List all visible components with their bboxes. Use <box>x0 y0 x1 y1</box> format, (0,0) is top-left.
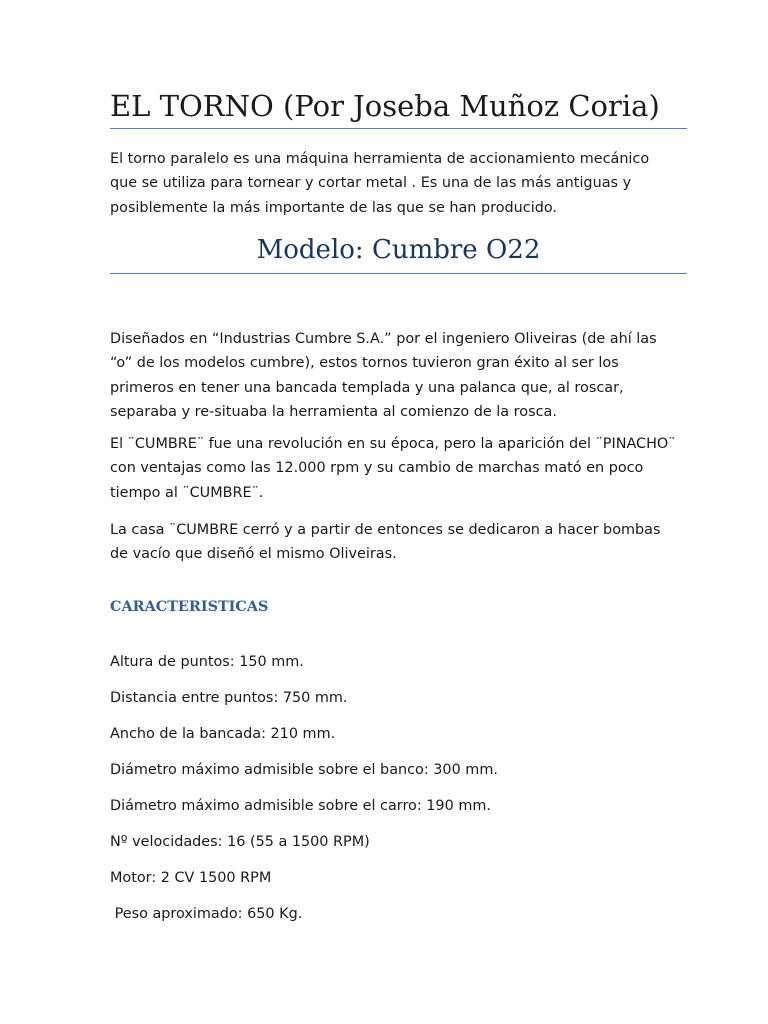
text-line: que se utiliza para tornear y cortar metal . Es una de las más antiguas y <box>110 175 632 192</box>
spec-item: Ancho de la bancada: 210 mm. <box>110 726 336 742</box>
revolution-paragraph <box>110 432 695 505</box>
text-line: posiblemente la más importante de las que se han producido. <box>110 199 557 216</box>
text-line: La casa ¨CUMBRE cerró y a partir de entonces se dedicaron a hacer bombas <box>110 522 661 538</box>
spec-item: Diámetro máximo admisible sobre el carro: 190 mm. <box>110 798 491 814</box>
spec-item: Motor: 2 CV 1500 RPM <box>110 870 272 886</box>
text-line: separaba y re-situaba la herramienta al comienzo de la rosca. <box>110 403 557 420</box>
spec-item: Altura de puntos: 150 mm. <box>110 654 304 670</box>
text-line: Diseñados en “Industrias Cumbre S.A.” por el ingeniero Oliveiras (de ahí las <box>110 331 657 347</box>
spec-list <box>110 650 695 938</box>
text-line: tiempo al ¨CUMBRE¨. <box>110 484 264 501</box>
model-subtitle: Modelo: Cumbre O22 <box>256 235 541 265</box>
text-line: El torno paralelo es una máquina herramienta de accionamiento mecánico <box>110 151 650 167</box>
spec-item: Distancia entre puntos: 750 mm. <box>110 690 348 706</box>
subtitle-underline <box>110 273 687 274</box>
text-line: “o” de los modelos cumbre), estos tornos tuvieron gran éxito al ser los <box>110 355 619 372</box>
text-line: El ¨CUMBRE¨ fue una revolución en su época, pero la aparición del ¨PINACHO¨ <box>110 436 676 452</box>
text-line: de vacío que diseñó el mismo Oliveiras. <box>110 546 397 563</box>
characteristics-heading: CARACTERISTICAS <box>110 598 269 615</box>
spec-item: Nº velocidades: 16 (55 a 1500 RPM) <box>110 834 370 850</box>
history-paragraph <box>110 327 695 424</box>
document-title: EL TORNO (Por Joseba Muñoz Coria) <box>110 89 660 123</box>
intro-paragraph <box>110 147 695 220</box>
title-underline <box>110 128 687 129</box>
closure-paragraph <box>110 518 695 567</box>
spec-item: Peso aproximado: 650 Kg. <box>110 906 303 922</box>
text-line: primeros en tener una bancada templada y una palanca que, al roscar, <box>110 379 624 396</box>
spec-item: Diámetro máximo admisible sobre el banco: 300 mm. <box>110 762 498 778</box>
text-line: con ventajas como las 12.000 rpm y su cambio de marchas mató en poco <box>110 460 644 477</box>
